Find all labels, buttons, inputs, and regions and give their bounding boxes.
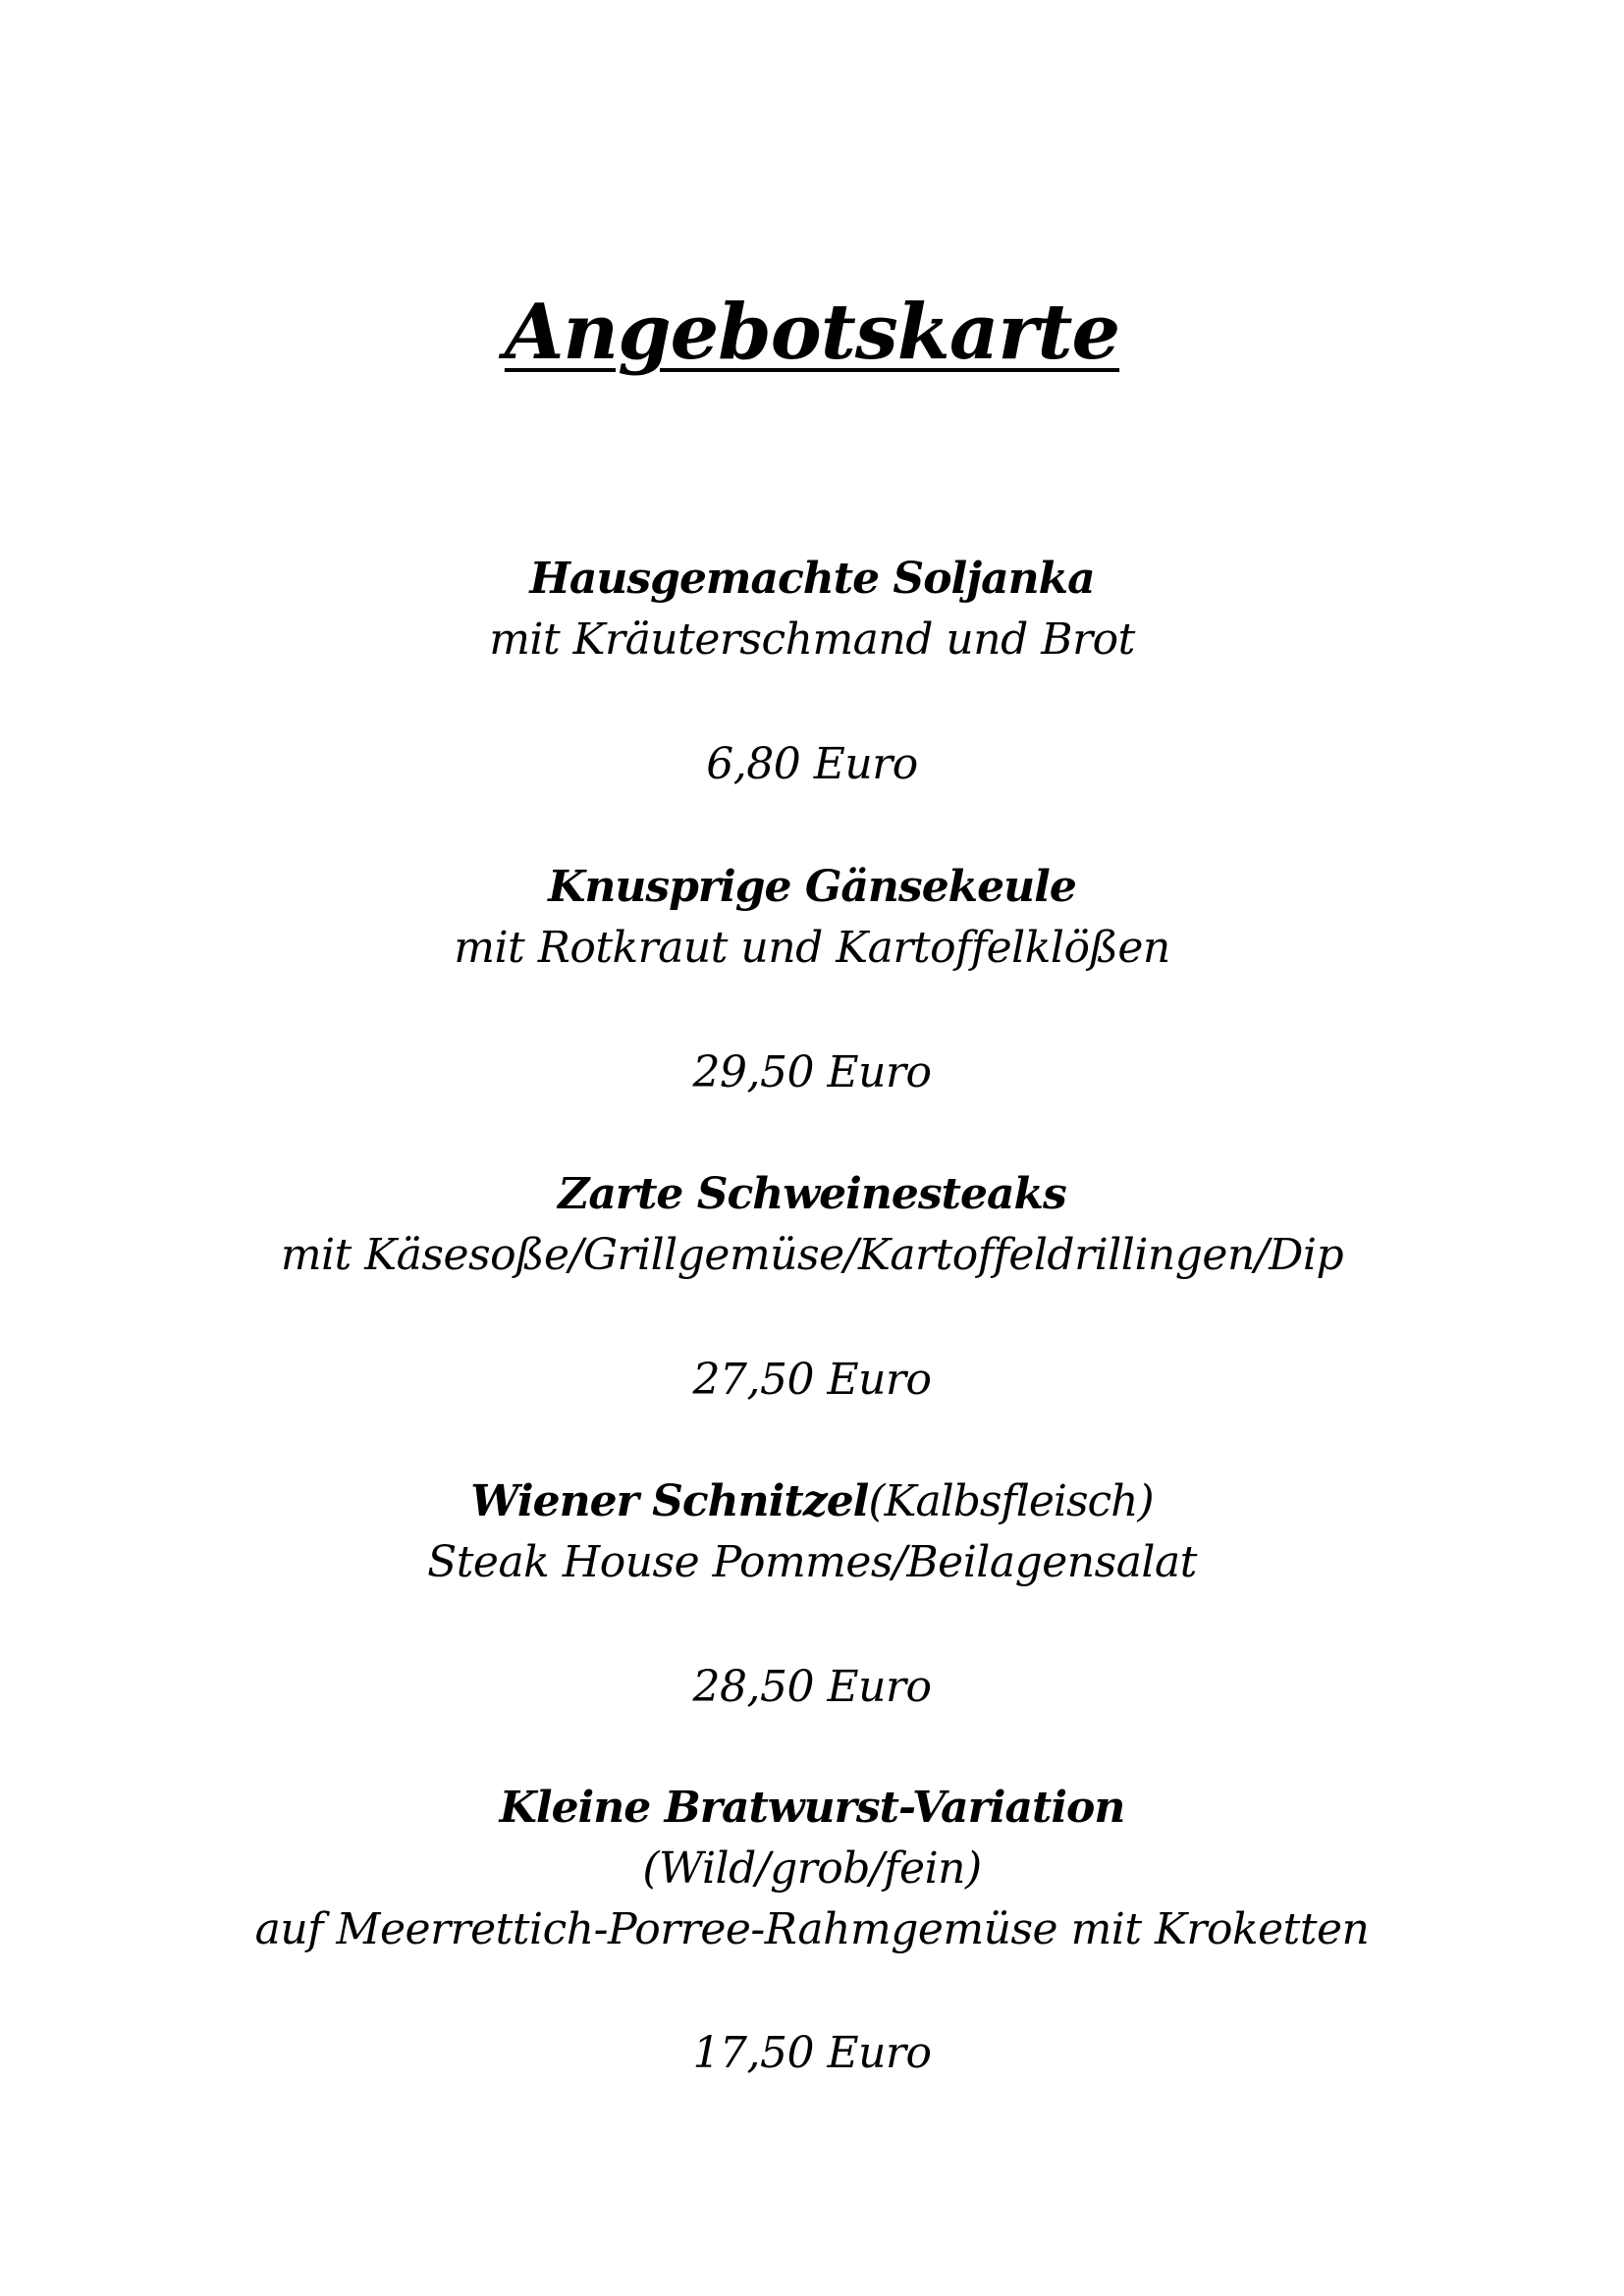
dish-price: 29,50 Euro xyxy=(692,1047,932,1097)
dish-name-note: (Kalbsfleisch) xyxy=(868,1476,1154,1526)
dish-name: Kleine Bratwurst-Variation xyxy=(499,1783,1125,1833)
page-title: Angebotskarte xyxy=(504,288,1120,377)
dish-price: 28,50 Euro xyxy=(692,1662,932,1712)
dish-name: Knusprige Gänsekeule xyxy=(548,862,1076,912)
dish-name: Hausgemachte Soljanka xyxy=(529,554,1095,604)
dish-name-row xyxy=(0,1476,1624,1526)
dish-price: 27,50 Euro xyxy=(692,1355,932,1405)
dish-name: Zarte Schweinesteaks xyxy=(558,1169,1066,1219)
dish-name: Wiener Schnitzel xyxy=(470,1476,869,1526)
dish-price: 17,50 Euro xyxy=(692,2028,932,2078)
dish-subtitle: (Wild/grob/fein) xyxy=(642,1843,982,1894)
dish-description: auf Meerrettich-Porree-Rahmgemüse mit Kroketten xyxy=(254,1904,1370,1954)
dish-description: mit Käsesoße/Grillgemüse/Kartoffeldrillingen/Dip xyxy=(280,1230,1344,1280)
dish-description: mit Kräuterschmand und Brot xyxy=(489,614,1135,665)
dish-price: 6,80 Euro xyxy=(706,739,918,789)
dish-description: Steak House Pommes/Beilagensalat xyxy=(427,1537,1197,1587)
dish-description: mit Rotkraut und Kartoffelklößen xyxy=(454,923,1170,973)
